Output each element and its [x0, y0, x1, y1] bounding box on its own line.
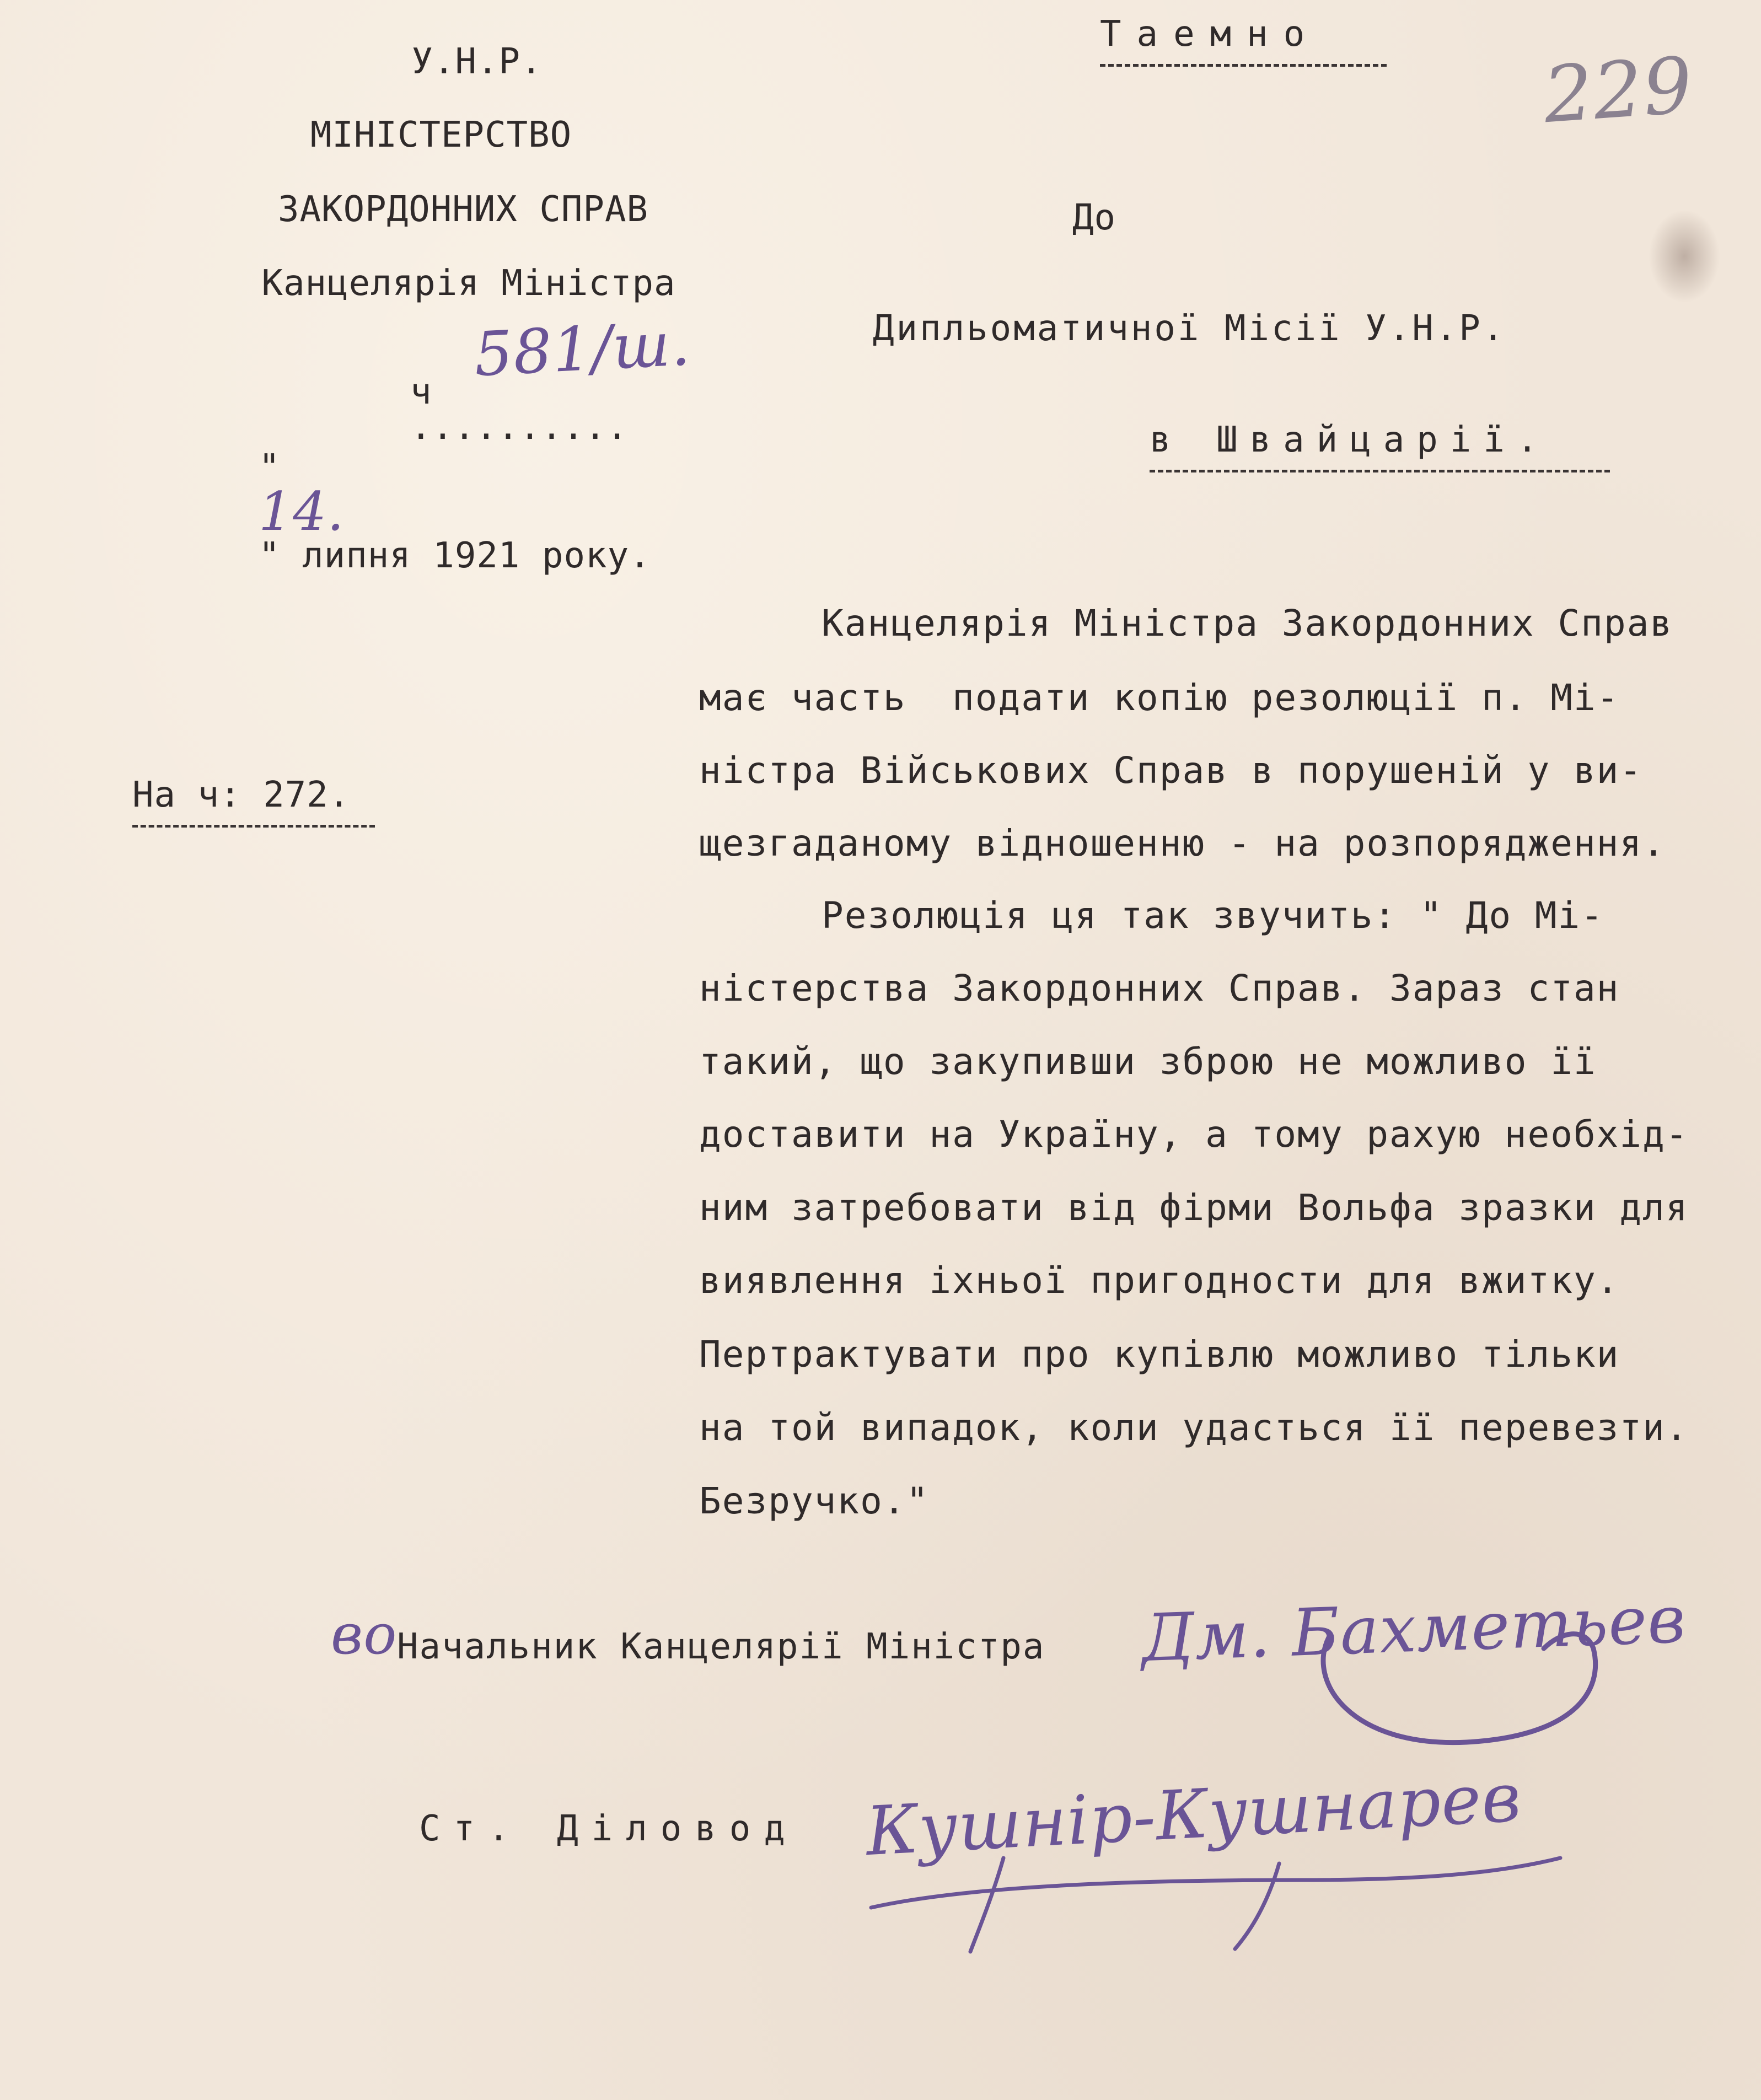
body-line-3: ністра Військових Справ в порушеній у ви- — [699, 749, 1643, 792]
chief-signature: Дм. Бахметьев — [1140, 1581, 1687, 1677]
body-line-1: Канцелярія Міністра Закордонних Справ — [822, 602, 1673, 644]
addressee-recipient: Дипльоматичної Місії У.Н.Р. — [873, 308, 1506, 349]
archive-page-number: 229 — [1540, 40, 1696, 141]
clerk-title: Ст. Діловод — [419, 1808, 798, 1849]
addressee-to: До — [1072, 197, 1116, 238]
clerk-signature-flourish — [860, 1847, 1577, 1957]
body-line-9: ним затребовати від фірми Вольфа зразки для — [699, 1186, 1689, 1229]
body-line-12: на той випадок, коли удасться її перевезти. — [699, 1406, 1689, 1449]
body-line-10: виявлення іхньої пригодности для вжитку. — [699, 1259, 1620, 1302]
header-foreign-affairs: ЗАКОРДОННИХ СПРАВ — [277, 189, 649, 230]
number-value: 581/ш. — [472, 308, 692, 390]
number-dots: .......... — [410, 407, 629, 448]
secret-mark: Таемно — [1100, 17, 1387, 67]
body-line-4: щезгаданому відношенню - на розпорядження. — [699, 822, 1666, 864]
header-unr: У.Н.Р. — [411, 41, 543, 82]
clerk-signature: Кушнір-Кушнарев — [864, 1758, 1523, 1871]
document-date — [215, 415, 651, 576]
reference-number: На ч: 272. — [132, 777, 375, 828]
chief-title: Начальник Канцелярії Міністра — [397, 1626, 1045, 1667]
date-day: 14. — [259, 481, 345, 543]
vo-prefix: во — [331, 1602, 398, 1667]
addressee-location: в Швайцарії. — [1150, 422, 1610, 472]
date-quote-open: " — [259, 447, 281, 488]
chief-signature-flourish — [1285, 1615, 1615, 1770]
body-line-7: такий, що закупивши зброю не можливо її — [699, 1040, 1597, 1083]
body-line-6: ністерства Закордонних Справ. Зараз стан — [699, 967, 1620, 1009]
body-line-2: має часть подати копію резолюції п. Мі- — [699, 676, 1620, 719]
body-line-13: Безручко." — [699, 1480, 930, 1522]
number-prefix: ч — [410, 372, 432, 412]
paper-stain — [1649, 210, 1720, 303]
body-line-5: Резолюція ця так звучить: " До Мі- — [822, 894, 1604, 937]
header-chancellery: Канцелярія Міністра — [261, 263, 676, 304]
body-line-11: Пертрактувати про купівлю можливо тільки — [699, 1333, 1620, 1376]
header-ministry: МІНІСТЕРСТВО — [310, 115, 572, 155]
body-line-8: доставити на Україну, а тому рахую необхід- — [699, 1113, 1689, 1156]
date-rest: " липня 1921 року. — [259, 535, 651, 576]
